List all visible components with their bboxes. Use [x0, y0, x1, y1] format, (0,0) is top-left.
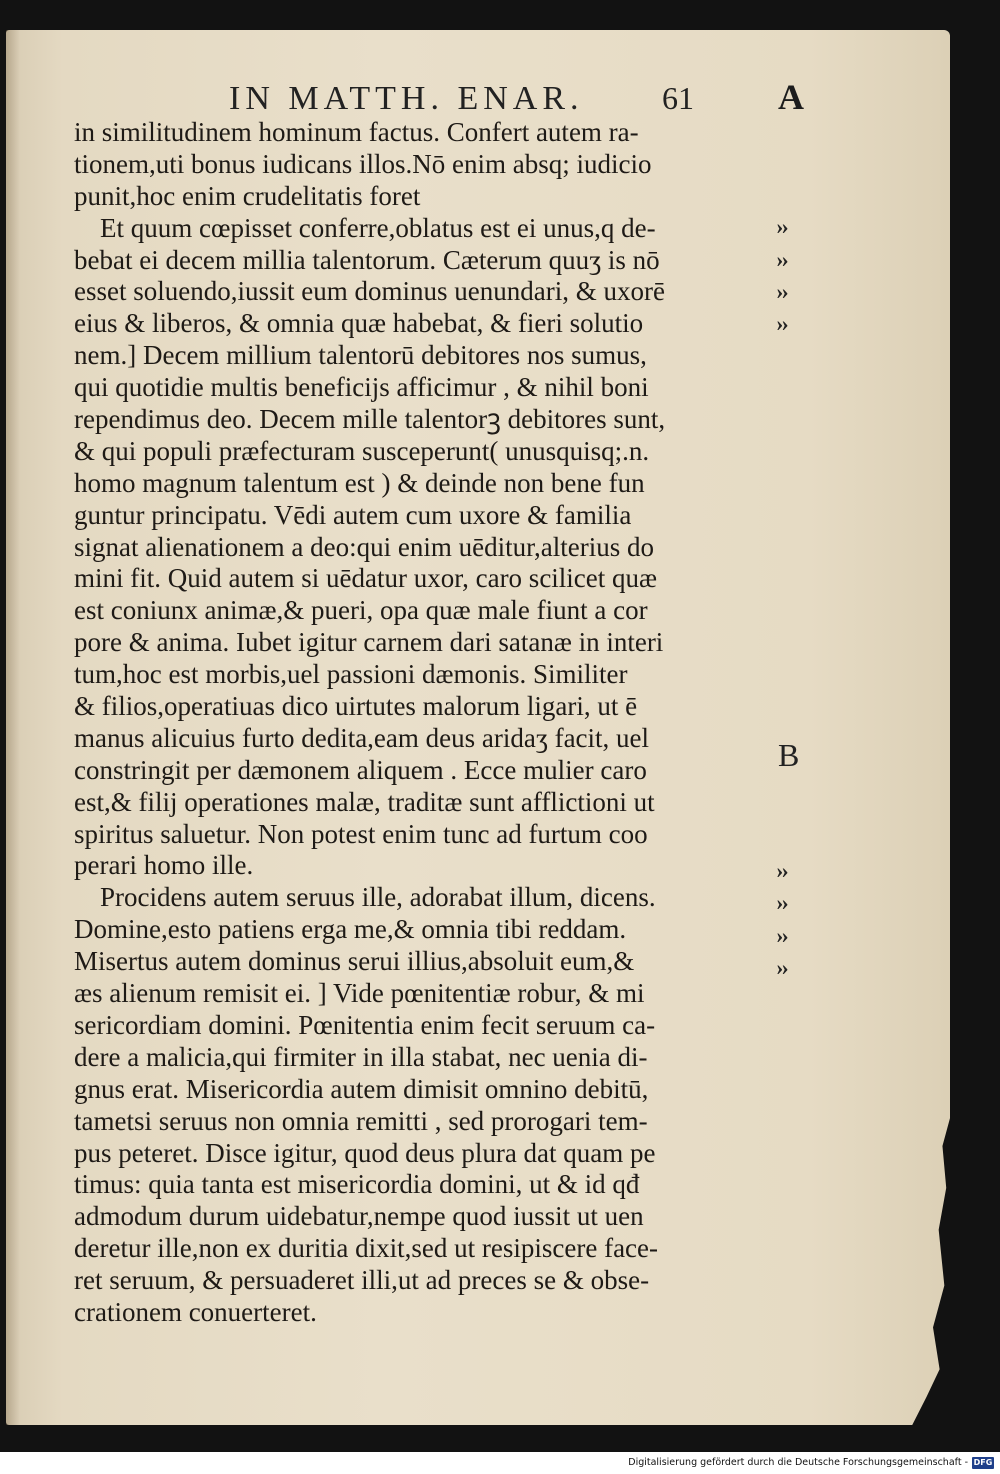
- text-line: homo magnum talentum est ) & deinde non bene fun: [74, 467, 645, 498]
- text-line: eius & liberos, & omnia quæ habebat, & fieri solutio: [74, 308, 644, 339]
- body-text: [74, 117, 764, 1329]
- text-line: pus peteret. Disce igitur, quod deus plura dat quam pe: [74, 1137, 656, 1168]
- text-line: Procidens autem seruus ille, adorabat illum, dicens.: [100, 882, 656, 913]
- section-letter-a: A: [778, 77, 804, 117]
- page-gutter-shadow: [6, 30, 20, 1425]
- text-line: Domine,esto patiens erga me,& omnia tibi reddam.: [74, 914, 627, 945]
- quotation-mark: ››: [776, 890, 787, 915]
- text-line: tum,hoc est morbis,uel passioni dæmonis. Similiter: [74, 659, 628, 690]
- text-line: rependimus deo. Decem mille talentorꝫ debitores sunt,: [74, 404, 666, 435]
- quotation-mark: ››: [776, 923, 787, 948]
- quotation-mark: ››: [776, 214, 787, 239]
- text-line: admodum durum uidebatur,nempe quod iussit ut uen: [74, 1201, 644, 1232]
- text-line: manus alicuius furto dedita,eam deus aridaʒ facit, uel: [74, 722, 650, 753]
- text-line: deretur ille,non ex duritia dixit,sed ut resipiscere face-: [74, 1233, 659, 1264]
- text-line: est,& filij operationes malæ, traditæ sunt afflictioni ut: [74, 786, 655, 817]
- text-line: ret seruum, & persuaderet illi,ut ad preces se & obse-: [74, 1265, 650, 1296]
- text-line: guntur principatu. Vēdi autem cum uxore & familia: [74, 499, 632, 530]
- text-line: & qui populi præfecturam susceperunt( unusquisq;.n.: [74, 435, 650, 466]
- quotation-mark: ››: [776, 955, 787, 980]
- text-line: est coniunx animæ,& pueri, opa quæ male fiunt a cor: [74, 595, 648, 626]
- text-line: punit,hoc enim crudelitatis foret: [74, 180, 421, 211]
- text-line: dere a malicia,qui firmiter in illa stabat, nec uenia di-: [74, 1041, 648, 1072]
- text-line: spiritus saluetur. Non potest enim tunc ad furtum coo: [74, 818, 648, 849]
- text-line: Et quum cœpisset conferre,oblatus est ei unus,q de-: [100, 212, 656, 243]
- text-line: perari homo ille.: [74, 850, 254, 881]
- text-line: Misertus autem dominus serui illius,absoluit eum,&: [74, 946, 635, 977]
- text-line: æs alienum remisit ei. ] Vide pœnitentiæ robur, & mi: [74, 978, 645, 1009]
- dfg-logo: DFG: [973, 1458, 993, 1467]
- text-line: crationem conuerteret.: [74, 1296, 317, 1327]
- text-line: in similitudinem hominum factus. Confert autem ra-: [74, 117, 639, 147]
- text-line: tametsi seruus non omnia remitti , sed prorogari tem-: [74, 1105, 648, 1136]
- text-line: signat alienationem a deo:qui enim uēditur,alterius do: [74, 531, 655, 562]
- running-title: IN MATTH. ENAR.: [229, 80, 584, 117]
- text-line: sericordiam domini. Pœnitentia enim fecit seruum ca-: [74, 1009, 656, 1040]
- text-line: tionem,uti bonus iudicans illos.Nō enim absq; iudicio: [74, 148, 652, 179]
- footer-bar: [0, 1452, 1000, 1474]
- page-header: [0, 77, 1000, 120]
- page-number: 61: [662, 80, 694, 116]
- text-line: bebat ei decem millia talentorum. Cæterum quuʒ is nō: [74, 244, 660, 275]
- section-letter-b: B: [778, 737, 800, 773]
- funding-credit: Digitalisierung gefördert durch die Deutsche Forschungsgemeinschaft -: [628, 1457, 968, 1468]
- text-line: nem.] Decem millium talentorū debitores nos sumus,: [74, 340, 647, 371]
- text-line: pore & anima. Iubet igitur carnem dari satanæ in interi: [74, 627, 664, 658]
- text-line: qui quotidie multis beneficijs afficimur , & nihil boni: [74, 372, 649, 403]
- text-line: mini fit. Quid autem si uēdatur uxor, caro scilicet quæ: [74, 563, 658, 594]
- text-line: esset soluendo,iussit eum dominus uenundari, & uxorē: [74, 276, 665, 307]
- text-line: gnus erat. Misericordia autem dimisit omnino debitū,: [74, 1073, 649, 1104]
- text-line: timus: quia tanta est misericordia domini, ut & id qđ: [74, 1169, 640, 1200]
- quotation-mark: ››: [776, 858, 787, 883]
- quotation-mark: ››: [776, 279, 787, 304]
- quotation-mark: ››: [776, 311, 787, 336]
- text-line: constringit per dæmonem aliquem . Ecce mulier caro: [74, 754, 647, 785]
- text-line: & filios,operatiuas dico uirtutes malorum ligari, ut ē: [74, 691, 638, 722]
- quotation-mark: ››: [776, 247, 787, 272]
